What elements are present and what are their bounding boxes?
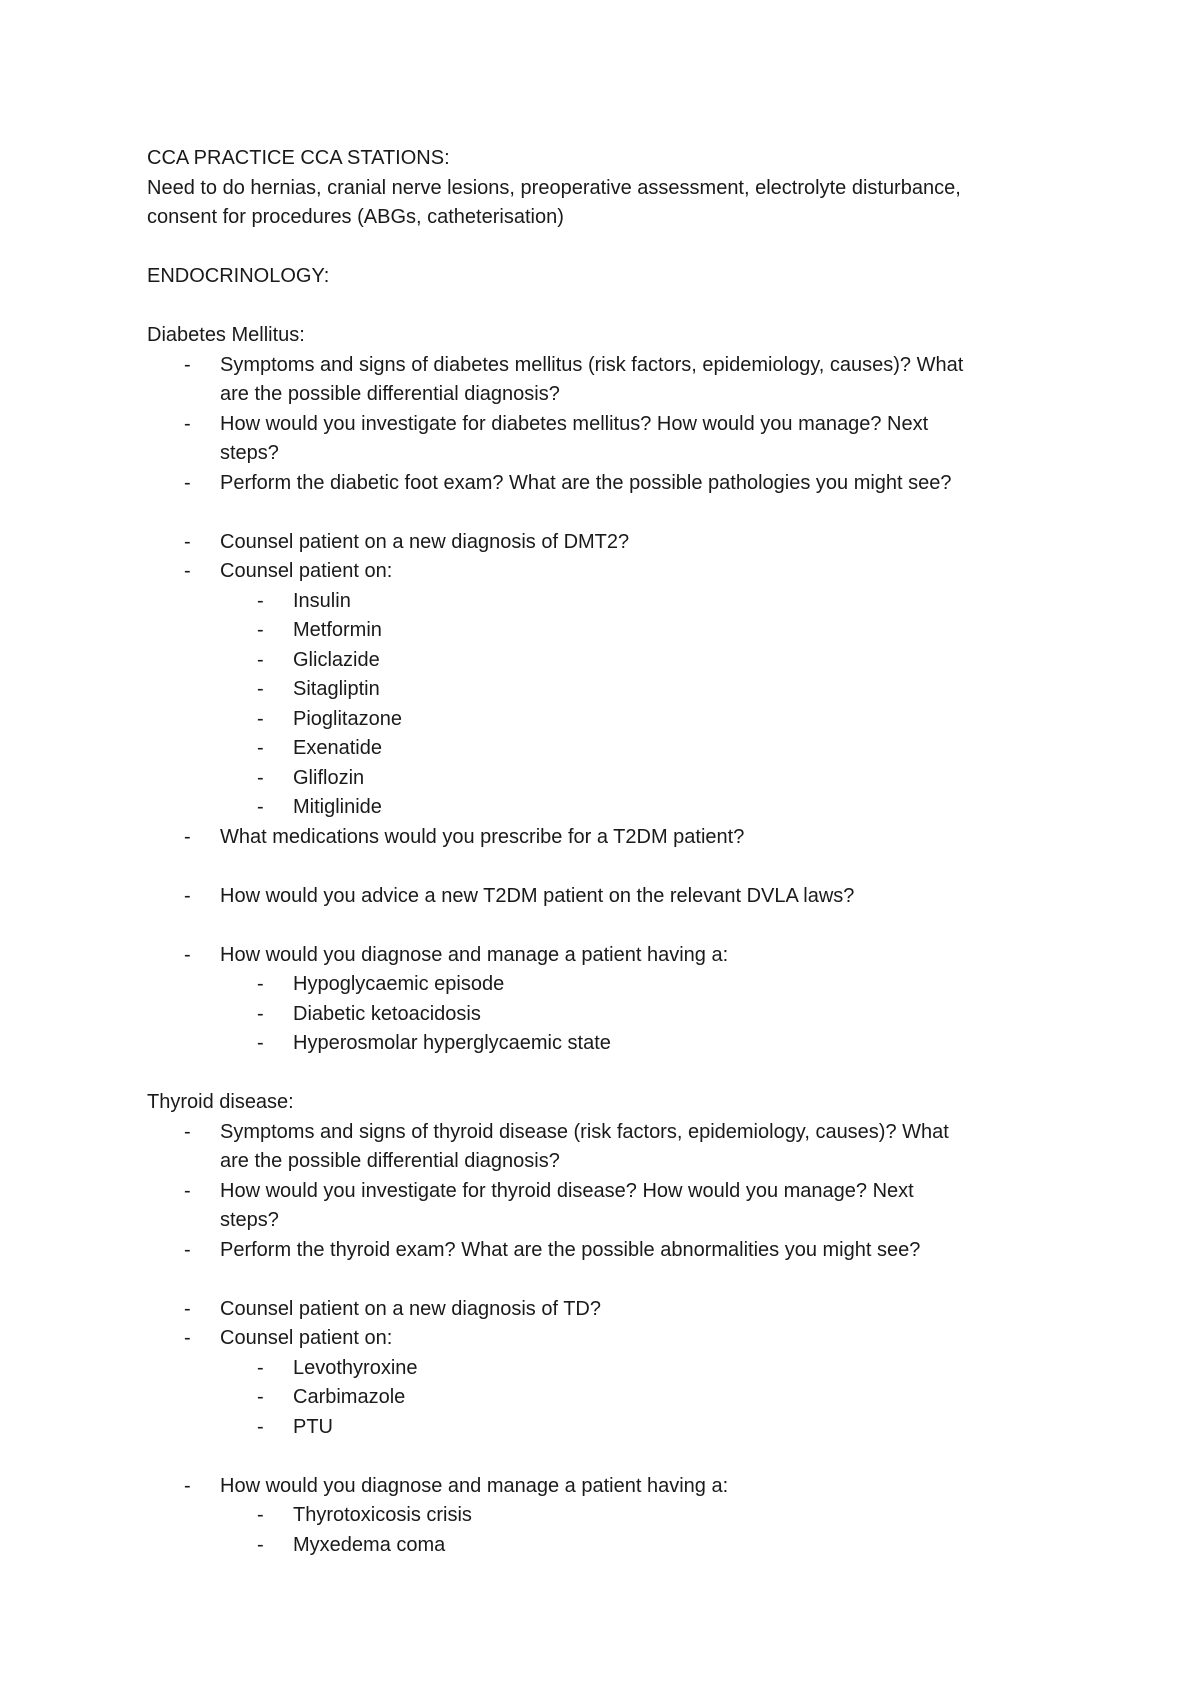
bullet-dash: -	[257, 1533, 264, 1556]
bullet-dash: -	[257, 766, 264, 789]
drug-name: Metformin	[293, 619, 382, 641]
emergency-name: Diabetic ketoacidosis	[293, 1002, 481, 1025]
sub-list-item	[147, 1383, 1077, 1413]
section-title: ENDOCRINOLOGY:	[147, 265, 330, 287]
drug-name: Mitiglinide	[293, 796, 382, 818]
spacer	[147, 233, 1077, 263]
drug-name: Pioglitazone	[293, 707, 402, 730]
bullet-dash: -	[257, 707, 264, 730]
list-item	[147, 1177, 1077, 1236]
list-item	[147, 557, 1077, 587]
list-item-text: What medications would you prescribe for a T2DM patient?	[220, 825, 745, 848]
list-item	[147, 410, 1077, 469]
bullet-dash: -	[257, 1415, 264, 1438]
bullet-dash: -	[257, 1002, 264, 1025]
bullet-dash: -	[184, 471, 191, 494]
list-item	[147, 882, 1077, 912]
sub-list-item	[147, 970, 1077, 1000]
bullet-dash: -	[184, 884, 191, 907]
spacer	[147, 292, 1077, 322]
drug-name: Exenatide	[293, 737, 382, 759]
sub-list-item	[147, 1531, 1077, 1561]
emergency-name: Thyrotoxicosis crisis	[293, 1504, 472, 1526]
bullet-dash: -	[257, 973, 264, 995]
list-item-text: steps?	[220, 442, 279, 464]
bullet-dash: -	[184, 1297, 191, 1320]
list-item-text: steps?	[220, 1209, 279, 1231]
drug-name: PTU	[293, 1415, 333, 1438]
sub-list-item	[147, 646, 1077, 676]
sub-list-item	[147, 675, 1077, 705]
bullet-dash: -	[184, 530, 191, 553]
drug-name: Insulin	[293, 589, 351, 612]
bullet-dash: -	[257, 648, 264, 671]
list-item	[147, 1236, 1077, 1266]
emergency-name: Hypoglycaemic episode	[293, 973, 505, 995]
list-item-text: Symptoms and signs of diabetes mellitus (risk factors, epidemiology, causes)? What	[220, 353, 964, 376]
list-item-text: Counsel patient on a new diagnosis of DMT2?	[220, 530, 630, 553]
sub-list-item	[147, 734, 1077, 764]
bullet-dash: -	[257, 1356, 264, 1379]
sub-list-item	[147, 1354, 1077, 1384]
list-item-text: How would you diagnose and manage a patient having a:	[220, 943, 729, 966]
bullet-dash: -	[257, 1386, 264, 1408]
bullet-dash: -	[257, 589, 264, 612]
bullet-dash: -	[184, 1179, 191, 1202]
bullet-dash: -	[184, 825, 191, 848]
drug-name: Sitagliptin	[293, 678, 380, 700]
bullet-dash: -	[184, 1238, 191, 1261]
list-item	[147, 823, 1077, 853]
sub-list-item	[147, 705, 1077, 735]
todo-note-line-1: Need to do hernias, cranial nerve lesions, preoperative assessment, electrolyte disturbance,	[147, 176, 961, 199]
list-item-text: Symptoms and signs of thyroid disease (risk factors, epidemiology, causes)? What	[220, 1120, 949, 1143]
sub-list-item	[147, 616, 1077, 646]
sub-list-item	[147, 793, 1077, 823]
list-item	[147, 1295, 1077, 1325]
list-item-text: are the possible differential diagnosis?	[220, 383, 560, 405]
todo-note-line-2: consent for procedures (ABGs, catheterisation)	[147, 206, 564, 228]
list-item-text: Perform the thyroid exam? What are the possible abnormalities you might see?	[220, 1238, 921, 1261]
bullet-dash: -	[257, 796, 264, 818]
emergency-name: Myxedema coma	[293, 1533, 446, 1556]
spacer	[147, 911, 1077, 941]
bullet-dash: -	[257, 678, 264, 700]
diabetes-heading: Diabetes Mellitus:	[147, 324, 305, 346]
list-item-text: Counsel patient on:	[220, 1327, 393, 1349]
bullet-dash: -	[184, 560, 191, 582]
spacer	[147, 1265, 1077, 1295]
sub-list-item	[147, 1501, 1077, 1531]
drug-name: Levothyroxine	[293, 1356, 418, 1379]
sub-list-item	[147, 1029, 1077, 1059]
spacer	[147, 498, 1077, 528]
spacer	[147, 1442, 1077, 1472]
list-item	[147, 469, 1077, 499]
thyroid-heading: Thyroid disease:	[147, 1091, 294, 1113]
bullet-dash: -	[184, 943, 191, 966]
sub-list-item	[147, 1000, 1077, 1030]
document-title: CCA PRACTICE CCA STATIONS:	[147, 147, 450, 169]
list-item	[147, 941, 1077, 971]
bullet-dash: -	[184, 1474, 191, 1497]
bullet-dash: -	[257, 619, 264, 641]
bullet-dash: -	[184, 1120, 191, 1143]
bullet-dash: -	[184, 412, 191, 435]
bullet-dash: -	[257, 737, 264, 759]
drug-name: Carbimazole	[293, 1386, 406, 1408]
list-item	[147, 1118, 1077, 1177]
spacer	[147, 1059, 1077, 1089]
spacer	[147, 852, 1077, 882]
list-item	[147, 528, 1077, 558]
bullet-dash: -	[257, 1504, 264, 1526]
list-item-text: Counsel patient on:	[220, 560, 393, 582]
drug-name: Gliclazide	[293, 648, 380, 671]
list-item-text: How would you advice a new T2DM patient on the relevant DVLA laws?	[220, 884, 855, 907]
bullet-dash: -	[184, 353, 191, 376]
sub-list-item	[147, 1413, 1077, 1443]
list-item-text: are the possible differential diagnosis?	[220, 1150, 560, 1172]
list-item-text: Perform the diabetic foot exam? What are the possible pathologies you might see?	[220, 471, 952, 494]
list-item	[147, 1472, 1077, 1502]
list-item-text: Counsel patient on a new diagnosis of TD?	[220, 1297, 601, 1320]
list-item-text: How would you investigate for diabetes mellitus? How would you manage? Next	[220, 412, 929, 435]
drug-name: Gliflozin	[293, 766, 365, 789]
list-item-text: How would you investigate for thyroid disease? How would you manage? Next	[220, 1179, 914, 1202]
emergency-name: Hyperosmolar hyperglycaemic state	[293, 1032, 611, 1054]
list-item-text: How would you diagnose and manage a patient having a:	[220, 1474, 729, 1497]
bullet-dash: -	[184, 1327, 191, 1349]
sub-list-item	[147, 764, 1077, 794]
list-item	[147, 351, 1077, 410]
document-page	[147, 144, 1077, 1560]
sub-list-item	[147, 587, 1077, 617]
list-item	[147, 1324, 1077, 1354]
bullet-dash: -	[257, 1032, 264, 1054]
